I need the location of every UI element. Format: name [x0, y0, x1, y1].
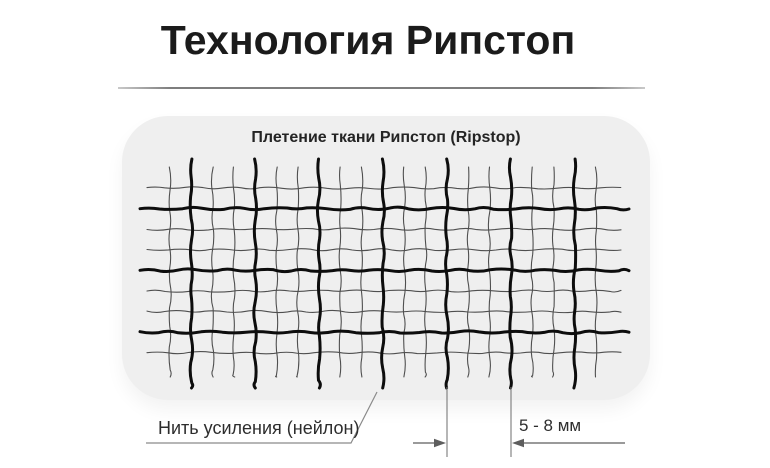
dimension-arrow-right [512, 439, 625, 447]
dimension-label: 5 - 8 мм [519, 416, 582, 435]
panel-title: Плетение ткани Рипстоп (Ripstop) [251, 129, 521, 146]
thread-label: Нить усиления (нейлон) [158, 418, 360, 438]
page-title: Технология Рипстоп [160, 17, 576, 63]
dimension-arrow-left [413, 439, 446, 447]
